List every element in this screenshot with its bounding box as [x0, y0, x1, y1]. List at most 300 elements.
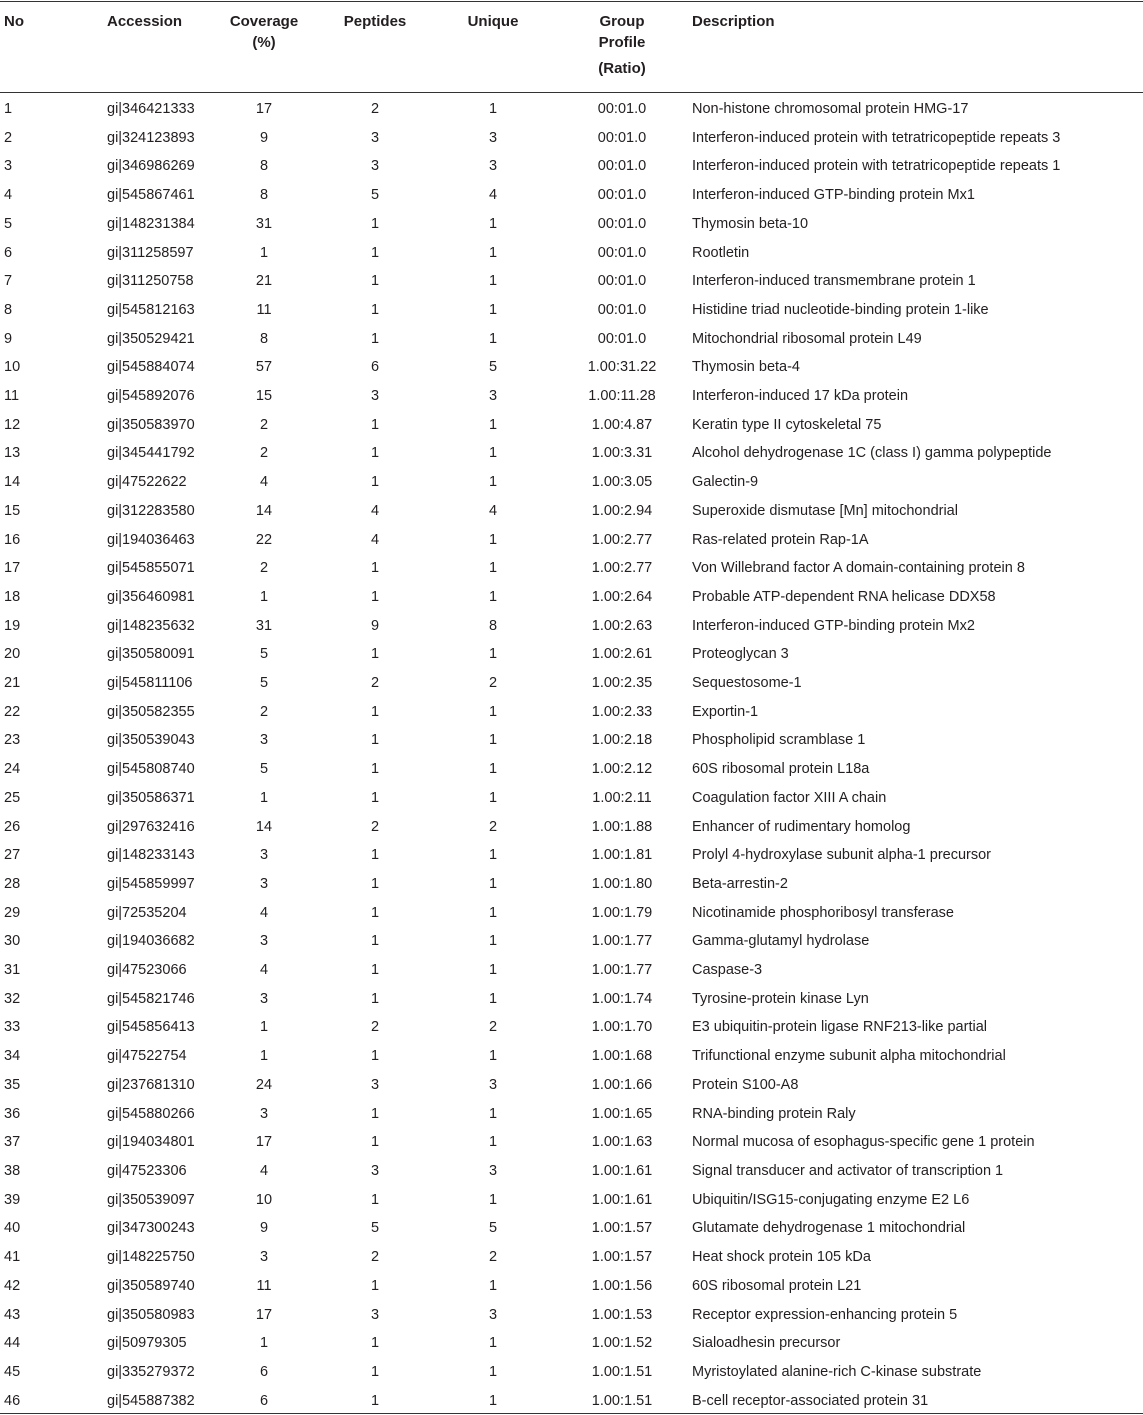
- cell-description: Interferon-induced transmembrane protein 1: [692, 273, 976, 290]
- cell-accession: gi|72535204: [107, 904, 187, 921]
- cell-unique: 3: [488, 158, 498, 175]
- cell-group-profile: 00:01.0: [597, 330, 647, 347]
- cell-coverage: 2: [259, 560, 269, 577]
- cell-group-profile: 1.00:1.63: [591, 1134, 653, 1151]
- cell-description: Gamma-glutamyl hydrolase: [692, 933, 870, 950]
- cell-unique: 1: [488, 933, 498, 950]
- header-coverage: [212, 0, 316, 81]
- cell-unique: 3: [488, 1076, 498, 1093]
- cell-description: Interferon-induced protein with tetratricopeptide repeats 3: [692, 129, 1061, 146]
- cell-accession: gi|545808740: [107, 761, 195, 778]
- cell-no: 34: [4, 1048, 21, 1065]
- header-rule: [0, 92, 1143, 93]
- cell-accession: gi|350586371: [107, 789, 195, 806]
- cell-peptides: 1: [370, 474, 380, 491]
- cell-group-profile: 1.00:1.51: [591, 1392, 653, 1409]
- cell-unique: 1: [488, 1191, 498, 1208]
- table-row: [0, 554, 1143, 583]
- cell-no: 32: [4, 990, 21, 1007]
- cell-peptides: 4: [370, 502, 380, 519]
- cell-accession: gi|356460981: [107, 588, 195, 605]
- table-row: [0, 81, 1143, 124]
- cell-group-profile: 00:01.0: [597, 215, 647, 232]
- table-row: [0, 497, 1143, 526]
- table-row: [0, 439, 1143, 468]
- cell-description: Interferon-induced 17 kDa protein: [692, 388, 909, 405]
- table-row: [0, 1387, 1143, 1415]
- cell-peptides: 2: [370, 818, 380, 835]
- cell-description: Thymosin beta-10: [692, 215, 809, 232]
- cell-accession: gi|545887382: [107, 1392, 195, 1409]
- cell-peptides: 1: [370, 416, 380, 433]
- cell-no: 2: [4, 129, 13, 146]
- table-row: [0, 411, 1143, 440]
- cell-coverage: 17: [255, 1134, 273, 1151]
- cell-unique: 1: [488, 1335, 498, 1352]
- cell-no: 24: [4, 761, 21, 778]
- cell-coverage: 3: [259, 875, 269, 892]
- cell-peptides: 1: [370, 761, 380, 778]
- cell-coverage: 2: [259, 416, 269, 433]
- cell-coverage: 1: [259, 588, 269, 605]
- cell-accession: gi|350580091: [107, 646, 195, 663]
- cell-description: Tyrosine-protein kinase Lyn: [692, 990, 869, 1007]
- header-no: No: [4, 13, 24, 30]
- cell-no: 8: [4, 301, 13, 318]
- cell-no: 30: [4, 933, 21, 950]
- cell-accession: gi|311250758: [107, 273, 194, 290]
- cell-coverage: 9: [259, 129, 269, 146]
- cell-no: 11: [4, 388, 20, 405]
- cell-description: Nicotinamide phosphoribosyl transferase: [692, 904, 954, 921]
- table-header: [0, 0, 1143, 81]
- cell-description: Prolyl 4-hydroxylase subunit alpha-1 precursor: [692, 847, 992, 864]
- cell-group-profile: 1.00:2.18: [591, 732, 653, 749]
- cell-description: Myristoylated alanine-rich C-kinase substrate: [692, 1363, 982, 1380]
- cell-unique: 1: [488, 244, 498, 261]
- cell-no: 43: [4, 1306, 21, 1323]
- cell-unique: 3: [488, 1306, 498, 1323]
- cell-peptides: 1: [370, 732, 380, 749]
- cell-coverage: 5: [259, 761, 269, 778]
- cell-unique: 1: [488, 875, 498, 892]
- cell-description: Probable ATP-dependent RNA helicase DDX58: [692, 588, 996, 605]
- table-row: [0, 698, 1143, 727]
- cell-peptides: 4: [370, 531, 380, 548]
- table-row: [0, 353, 1143, 382]
- cell-description: Ras-related protein Rap-1A: [692, 531, 869, 548]
- cell-no: 21: [4, 675, 21, 692]
- table-row: [0, 296, 1143, 325]
- cell-no: 16: [4, 531, 21, 548]
- cell-description: B-cell receptor-associated protein 31: [692, 1392, 929, 1409]
- cell-group-profile: 1.00:1.88: [591, 818, 653, 835]
- cell-no: 31: [4, 962, 21, 979]
- cell-accession: gi|350529421: [107, 330, 195, 347]
- cell-coverage: 17: [255, 1306, 273, 1323]
- cell-group-profile: 1.00:1.77: [591, 962, 653, 979]
- cell-peptides: 1: [370, 273, 380, 290]
- cell-accession: gi|324123893: [107, 129, 195, 146]
- cell-no: 25: [4, 789, 21, 806]
- table-row: [0, 899, 1143, 928]
- cell-group-profile: 1.00:1.79: [591, 904, 653, 921]
- cell-coverage: 14: [255, 818, 273, 835]
- table-row: [0, 985, 1143, 1014]
- cell-peptides: 1: [370, 646, 380, 663]
- cell-coverage: 8: [259, 330, 269, 347]
- header-group-profile: [552, 0, 692, 81]
- cell-group-profile: 00:01.0: [597, 187, 647, 204]
- cell-group-profile: 00:01.0: [597, 129, 647, 146]
- cell-unique: 1: [488, 789, 498, 806]
- cell-unique: 3: [488, 388, 498, 405]
- cell-group-profile: 1.00:2.61: [591, 646, 653, 663]
- cell-unique: 1: [488, 215, 498, 232]
- table-row: [0, 669, 1143, 698]
- cell-accession: gi|545867461: [107, 187, 195, 204]
- cell-group-profile: 1.00:3.05: [591, 474, 653, 491]
- cell-accession: gi|545856413: [107, 1019, 195, 1036]
- cell-coverage: 24: [255, 1076, 273, 1093]
- cell-peptides: 1: [370, 215, 380, 232]
- cell-unique: 1: [488, 560, 498, 577]
- table-row: [0, 755, 1143, 784]
- cell-unique: 4: [488, 502, 498, 519]
- cell-accession: gi|47522754: [107, 1048, 187, 1065]
- cell-peptides: 2: [370, 100, 380, 117]
- cell-group-profile: 1.00:2.11: [592, 789, 652, 806]
- cell-unique: 1: [488, 1048, 498, 1065]
- cell-unique: 1: [488, 761, 498, 778]
- table-row: [0, 239, 1143, 268]
- cell-group-profile: 1.00:2.35: [591, 675, 653, 692]
- cell-peptides: 1: [370, 875, 380, 892]
- cell-description: Signal transducer and activator of transcription 1: [692, 1163, 1004, 1179]
- cell-coverage: 8: [259, 187, 269, 204]
- cell-accession: gi|312283580: [107, 502, 195, 519]
- cell-peptides: 1: [370, 847, 380, 864]
- table-row: [0, 1186, 1143, 1215]
- table-row: [0, 870, 1143, 899]
- cell-description: Superoxide dismutase [Mn] mitochondrial: [692, 502, 958, 519]
- cell-coverage: 15: [255, 388, 273, 405]
- cell-group-profile: 1.00:2.12: [591, 761, 653, 778]
- table-row: [0, 1272, 1143, 1301]
- cell-description: Histidine triad nucleotide-binding protein 1-like: [692, 301, 989, 318]
- table-body: [0, 81, 1143, 1415]
- table-row: [0, 1071, 1143, 1100]
- cell-coverage: 4: [259, 1163, 269, 1179]
- table-row: [0, 382, 1143, 411]
- cell-no: 36: [4, 1105, 21, 1122]
- cell-no: 22: [4, 703, 21, 720]
- cell-no: 23: [4, 732, 21, 749]
- cell-no: 9: [4, 330, 13, 347]
- cell-peptides: 1: [370, 244, 380, 261]
- header-group-line2: Profile: [598, 34, 646, 51]
- cell-coverage: 6: [259, 1392, 269, 1409]
- cell-no: 33: [4, 1019, 21, 1036]
- cell-coverage: 21: [255, 273, 273, 290]
- cell-accession: gi|350589740: [107, 1277, 195, 1294]
- cell-no: 20: [4, 646, 21, 663]
- cell-no: 10: [4, 359, 21, 376]
- cell-description: Heat shock protein 105 kDa: [692, 1249, 871, 1266]
- cell-accession: gi|545855071: [107, 560, 195, 577]
- table-row: [0, 181, 1143, 210]
- cell-description: Interferon-induced GTP-binding protein Mx1: [692, 187, 975, 204]
- cell-peptides: 3: [370, 158, 380, 175]
- cell-description: 60S ribosomal protein L18a: [692, 761, 870, 778]
- cell-peptides: 5: [370, 187, 380, 204]
- cell-coverage: 3: [259, 1249, 269, 1266]
- cell-unique: 2: [488, 818, 498, 835]
- cell-accession: gi|345441792: [107, 445, 195, 462]
- cell-coverage: 3: [259, 847, 269, 864]
- cell-peptides: 3: [370, 1306, 380, 1323]
- cell-accession: gi|47523066: [107, 962, 187, 979]
- cell-group-profile: 1.00:31.22: [587, 359, 657, 376]
- cell-coverage: 8: [259, 158, 269, 175]
- table-row: [0, 1013, 1143, 1042]
- cell-no: 42: [4, 1277, 21, 1294]
- cell-group-profile: 1.00:1.61: [591, 1163, 653, 1179]
- cell-no: 26: [4, 818, 21, 835]
- table-row: [0, 1100, 1143, 1129]
- cell-group-profile: 1.00:2.63: [591, 617, 653, 634]
- cell-accession: gi|194036682: [107, 933, 195, 950]
- cell-group-profile: 1.00:1.61: [591, 1191, 653, 1208]
- cell-group-profile: 00:01.0: [597, 273, 647, 290]
- cell-peptides: 1: [370, 962, 380, 979]
- cell-accession: gi|545811106: [107, 675, 193, 692]
- cell-accession: gi|350580983: [107, 1306, 195, 1323]
- table-row: [0, 1301, 1143, 1330]
- cell-unique: 1: [488, 273, 498, 290]
- cell-peptides: 1: [370, 789, 380, 806]
- cell-accession: gi|545880266: [107, 1105, 195, 1122]
- bottom-rule: [0, 1413, 1143, 1414]
- cell-group-profile: 1.00:1.53: [591, 1306, 653, 1323]
- cell-unique: 1: [488, 1105, 498, 1122]
- cell-description: Mitochondrial ribosomal protein L49: [692, 330, 922, 347]
- cell-coverage: 2: [259, 703, 269, 720]
- header-coverage-line2: (%): [252, 34, 276, 51]
- cell-group-profile: 1.00:1.66: [591, 1076, 653, 1093]
- cell-peptides: 1: [370, 933, 380, 950]
- table-row: [0, 210, 1143, 239]
- cell-unique: 8: [488, 617, 498, 634]
- table-row: [0, 583, 1143, 612]
- cell-coverage: 1: [259, 1019, 269, 1036]
- cell-description: Beta-arrestin-2: [692, 875, 788, 892]
- cell-coverage: 5: [259, 675, 269, 692]
- cell-no: 39: [4, 1191, 21, 1208]
- table-row: [0, 1329, 1143, 1358]
- cell-group-profile: 1.00:1.80: [591, 875, 653, 892]
- cell-peptides: 1: [370, 1048, 380, 1065]
- cell-no: 7: [4, 273, 13, 290]
- cell-peptides: 3: [370, 1163, 380, 1179]
- cell-coverage: 22: [255, 531, 273, 548]
- cell-group-profile: 1.00:1.57: [591, 1249, 653, 1266]
- cell-peptides: 2: [370, 1249, 380, 1266]
- cell-coverage: 1: [259, 1335, 269, 1352]
- cell-description: Ubiquitin/ISG15-conjugating enzyme E2 L6: [692, 1191, 970, 1208]
- cell-no: 19: [4, 617, 21, 634]
- cell-accession: gi|545892076: [107, 388, 195, 405]
- cell-no: 17: [4, 560, 21, 577]
- cell-no: 3: [4, 158, 13, 175]
- table-row: [0, 1358, 1143, 1387]
- cell-group-profile: 1.00:2.77: [591, 560, 653, 577]
- cell-no: 37: [4, 1134, 21, 1151]
- cell-group-profile: 1.00:1.65: [591, 1105, 653, 1122]
- cell-coverage: 31: [255, 617, 273, 634]
- cell-unique: 1: [488, 847, 498, 864]
- header-coverage-line1: Coverage: [229, 13, 299, 30]
- cell-accession: gi|148231384: [107, 215, 195, 232]
- cell-no: 45: [4, 1363, 21, 1380]
- cell-no: 13: [4, 445, 21, 462]
- cell-no: 40: [4, 1220, 21, 1237]
- cell-description: Protein S100-A8: [692, 1076, 799, 1093]
- cell-description: Receptor expression-enhancing protein 5: [692, 1306, 958, 1323]
- cell-peptides: 9: [370, 617, 380, 634]
- cell-unique: 1: [488, 330, 498, 347]
- cell-description: Normal mucosa of esophagus-specific gene 1 protein: [692, 1134, 1035, 1151]
- cell-unique: 1: [488, 732, 498, 749]
- cell-no: 29: [4, 904, 21, 921]
- cell-peptides: 1: [370, 330, 380, 347]
- cell-coverage: 14: [255, 502, 273, 519]
- cell-coverage: 1: [259, 1048, 269, 1065]
- cell-accession: gi|545884074: [107, 359, 195, 376]
- cell-accession: gi|50979305: [107, 1335, 187, 1352]
- cell-peptides: 6: [370, 359, 380, 376]
- cell-coverage: 2: [259, 445, 269, 462]
- cell-description: Thymosin beta-4: [692, 359, 800, 376]
- cell-peptides: 1: [370, 1134, 380, 1151]
- cell-group-profile: 1.00:1.68: [591, 1048, 653, 1065]
- table-row: [0, 468, 1143, 497]
- table-row: [0, 640, 1143, 669]
- cell-description: Interferon-induced GTP-binding protein Mx2: [692, 617, 975, 634]
- header-description: Description: [692, 13, 775, 30]
- cell-coverage: 3: [259, 990, 269, 1007]
- cell-peptides: 2: [370, 1019, 380, 1036]
- cell-accession: gi|148233143: [107, 847, 195, 864]
- cell-peptides: 1: [370, 1277, 380, 1294]
- cell-peptides: 5: [370, 1220, 380, 1237]
- cell-group-profile: 1.00:4.87: [591, 416, 653, 433]
- cell-accession: gi|237681310: [107, 1076, 195, 1093]
- cell-peptides: 1: [370, 990, 380, 1007]
- cell-unique: 1: [488, 1134, 498, 1151]
- cell-accession: gi|545821746: [107, 990, 195, 1007]
- cell-peptides: 1: [370, 301, 380, 318]
- table-row: [0, 726, 1143, 755]
- cell-accession: gi|148225750: [107, 1249, 195, 1266]
- cell-peptides: 1: [370, 560, 380, 577]
- cell-no: 27: [4, 847, 21, 864]
- cell-coverage: 9: [259, 1220, 269, 1237]
- cell-coverage: 1: [259, 244, 269, 261]
- cell-unique: 1: [488, 416, 498, 433]
- cell-no: 1: [4, 100, 13, 117]
- table-row: [0, 1157, 1143, 1186]
- cell-description: Coagulation factor XIII A chain: [692, 789, 887, 806]
- cell-unique: 1: [488, 1363, 498, 1380]
- table-row: [0, 124, 1143, 153]
- cell-no: 6: [4, 244, 13, 261]
- table-row: [0, 612, 1143, 641]
- cell-peptides: 1: [370, 1392, 380, 1409]
- cell-coverage: 11: [256, 301, 272, 318]
- cell-unique: 1: [488, 474, 498, 491]
- header-peptides: Peptides: [343, 13, 407, 30]
- cell-peptides: 1: [370, 904, 380, 921]
- cell-no: 28: [4, 875, 21, 892]
- cell-unique: 1: [488, 588, 498, 605]
- cell-coverage: 4: [259, 962, 269, 979]
- header-group-line1: Group: [599, 13, 645, 30]
- cell-description: Exportin-1: [692, 703, 759, 720]
- cell-no: 12: [4, 416, 21, 433]
- cell-group-profile: 1.00:1.74: [591, 990, 653, 1007]
- cell-unique: 5: [488, 359, 498, 376]
- cell-group-profile: 1.00:2.77: [591, 531, 653, 548]
- header-accession: Accession: [107, 13, 183, 30]
- cell-peptides: 3: [370, 1076, 380, 1093]
- cell-group-profile: 1.00:1.52: [591, 1335, 653, 1352]
- cell-peptides: 1: [370, 588, 380, 605]
- cell-accession: gi|545859997: [107, 875, 195, 892]
- cell-group-profile: 1.00:1.81: [591, 847, 653, 864]
- cell-unique: 1: [488, 646, 498, 663]
- cell-peptides: 1: [370, 703, 380, 720]
- table-row: [0, 1042, 1143, 1071]
- cell-coverage: 6: [259, 1363, 269, 1380]
- cell-no: 14: [4, 474, 21, 491]
- cell-description: Alcohol dehydrogenase 1C (class I) gamma polypeptide: [692, 445, 1052, 462]
- cell-description: Keratin type II cytoskeletal 75: [692, 416, 882, 433]
- cell-peptides: 1: [370, 1105, 380, 1122]
- cell-description: Rootletin: [692, 244, 750, 261]
- cell-unique: 2: [488, 675, 498, 692]
- cell-accession: gi|347300243: [107, 1220, 195, 1237]
- cell-group-profile: 1.00:11.28: [588, 388, 656, 405]
- cell-accession: gi|311258597: [107, 244, 194, 261]
- cell-unique: 1: [488, 990, 498, 1007]
- cell-unique: 3: [488, 129, 498, 146]
- cell-no: 18: [4, 588, 21, 605]
- cell-accession: gi|350539097: [107, 1191, 195, 1208]
- cell-accession: gi|47523306: [107, 1163, 187, 1179]
- table-row: [0, 1128, 1143, 1157]
- cell-accession: gi|545812163: [107, 301, 195, 318]
- cell-unique: 1: [488, 904, 498, 921]
- table-row: [0, 1243, 1143, 1272]
- cell-accession: gi|350583970: [107, 416, 195, 433]
- cell-group-profile: 1.00:1.70: [591, 1019, 653, 1036]
- cell-unique: 1: [488, 1392, 498, 1409]
- cell-description: Sequestosome-1: [692, 675, 802, 692]
- cell-group-profile: 1.00:2.94: [591, 502, 653, 519]
- cell-description: 60S ribosomal protein L21: [692, 1277, 862, 1294]
- cell-peptides: 3: [370, 129, 380, 146]
